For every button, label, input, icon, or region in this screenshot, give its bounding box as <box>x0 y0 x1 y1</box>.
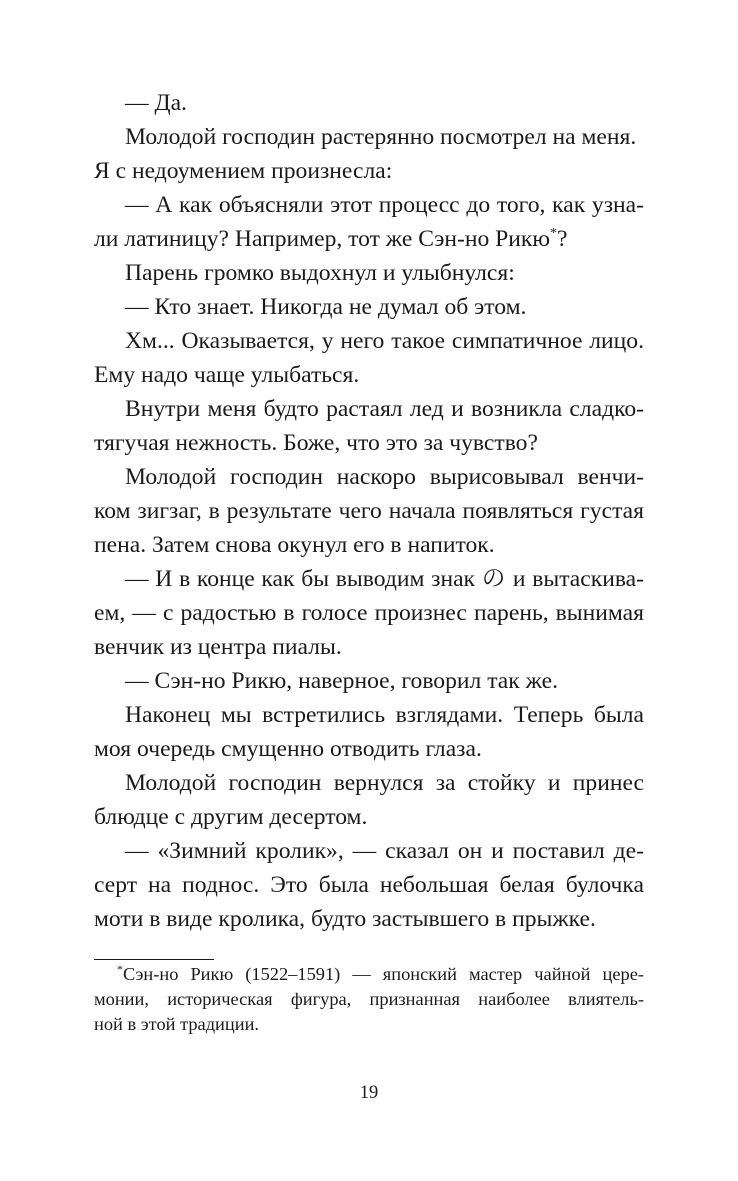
footnote-block <box>94 962 644 1037</box>
footnote-reference: * <box>550 226 558 242</box>
text-line: Я с недоумением произнесла: <box>94 158 393 184</box>
text-line: — И в конце как бы выводим знак の и вытаскива- <box>125 566 644 592</box>
footnote-line: ной в этой традиции. <box>94 1014 260 1034</box>
text-line: ком зигзаг, в результате чего начала появляться густая <box>94 498 644 524</box>
text-line: Молодой господин наскоро вырисовывал венчи- <box>125 464 644 490</box>
text-line: Хм... Оказывается, у него такое симпатичное лицо. <box>125 328 644 354</box>
text-line: Внутри меня будто растаял лед и возникла сладко- <box>125 396 644 422</box>
text-line: — Сэн-но Рикю, наверное, говорил так же. <box>125 668 558 694</box>
text-line: блюдце с другим десертом. <box>94 804 368 830</box>
text-line: моя очередь смущенно отводить глаза. <box>94 736 482 762</box>
text-line: Молодой господин растерянно посмотрел на меня. <box>125 124 637 150</box>
text-line: серт на поднос. Это была небольшая белая булочка <box>94 872 644 898</box>
main-text <box>94 86 644 936</box>
footnote-line-text: Сэн-но Рикю (1522–1591) — японский мастер чайной цере- <box>123 964 644 984</box>
footnote-divider <box>94 959 214 960</box>
text-line: Наконец мы встретились взглядами. Теперь была <box>125 702 644 728</box>
text-line-with-footnote <box>94 222 644 256</box>
text-line: ем, — с радостью в голосе произнес парень, вынимая <box>94 600 644 626</box>
text-line: — Кто знает. Никогда не думал об этом. <box>125 294 527 320</box>
footnote-line: монии, историческая фигура, признанная наиболее влиятель- <box>94 989 644 1009</box>
text-line: Ему надо чаще улыбаться. <box>94 362 360 388</box>
text-line: моти в виде кролика, будто застывшего в прыжке. <box>94 906 596 932</box>
text-line: Парень громко выдохнул и улыбнулся: <box>125 260 515 286</box>
footnote-line <box>94 962 644 987</box>
text-line: — Да. <box>125 90 187 116</box>
text-line-tail: ? <box>557 226 568 252</box>
text-line: — «Зимний кролик», — сказал он и поставил де- <box>125 838 644 864</box>
page-body <box>94 86 644 936</box>
footnote-marker: * <box>117 961 123 976</box>
text-line: тягучая нежность. Боже, что это за чувство? <box>94 430 538 456</box>
text-line: венчик из центра пиалы. <box>94 634 342 660</box>
text-line: — А как объясняли этот процесс до того, как узна- <box>125 192 644 218</box>
page-number: 19 <box>359 1083 379 1103</box>
text-line-main: ли латиницу? Например, тот же Сэн-но Рикю <box>94 226 551 252</box>
text-line: Молодой господин вернулся за стойку и принес <box>125 770 644 796</box>
text-line: пена. Затем снова окунул его в напиток. <box>94 532 495 558</box>
